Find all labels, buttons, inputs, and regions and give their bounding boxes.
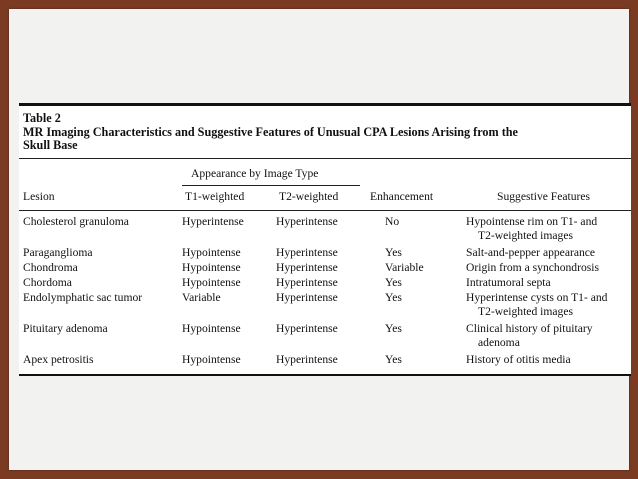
caption-rule bbox=[19, 158, 631, 159]
cell-lesion: Pituitary adenoma bbox=[23, 322, 108, 335]
table-caption bbox=[23, 112, 623, 153]
cell-feature: History of otitis media bbox=[466, 353, 571, 366]
cell-feature-line-1: Hyperintense cysts on T1- and bbox=[466, 291, 608, 304]
cell-t2: Hyperintense bbox=[276, 215, 338, 228]
cell-t2: Hyperintense bbox=[276, 276, 338, 289]
cell-lesion: Chordoma bbox=[23, 276, 72, 289]
slide bbox=[9, 9, 629, 470]
cell-t1: Hypointense bbox=[182, 276, 241, 289]
cell-t1: Variable bbox=[182, 291, 221, 304]
cell-enhancement: Variable bbox=[385, 261, 424, 274]
cell-t2: Hyperintense bbox=[276, 291, 338, 304]
cell-t2: Hyperintense bbox=[276, 261, 338, 274]
col-header-enhancement: Enhancement bbox=[370, 190, 434, 203]
cell-lesion: Apex petrositis bbox=[23, 353, 94, 366]
header-rule bbox=[19, 210, 631, 211]
cell-lesion: Chondroma bbox=[23, 261, 78, 274]
cell-feature-line-2: adenoma bbox=[478, 336, 520, 349]
cell-feature-line-2: T2-weighted images bbox=[478, 305, 573, 318]
cell-t2: Hyperintense bbox=[276, 246, 338, 259]
cell-t1: Hyperintense bbox=[182, 215, 244, 228]
cell-enhancement: No bbox=[385, 215, 400, 228]
table-label: Table 2 bbox=[23, 111, 61, 125]
group-header-rule bbox=[182, 185, 360, 186]
cell-feature: Origin from a synchondrosis bbox=[466, 261, 599, 274]
cell-lesion: Cholesterol granuloma bbox=[23, 215, 129, 228]
cell-enhancement: Yes bbox=[385, 353, 402, 366]
table-title-line-2: Skull Base bbox=[23, 138, 78, 152]
cell-t1: Hypointense bbox=[182, 261, 241, 274]
cell-enhancement: Yes bbox=[385, 322, 402, 335]
cell-feature bbox=[466, 215, 597, 243]
cell-enhancement: Yes bbox=[385, 291, 402, 304]
cell-lesion: Endolymphatic sac tumor bbox=[23, 291, 143, 304]
cell-feature-line-2: T2-weighted images bbox=[478, 229, 573, 242]
col-header-t2: T2-weighted bbox=[279, 190, 339, 203]
table-title-line-1: MR Imaging Characteristics and Suggestive Features of Unusual CPA Lesions Arising from the bbox=[23, 124, 518, 139]
cell-t2: Hyperintense bbox=[276, 353, 338, 366]
cell-t2: Hyperintense bbox=[276, 322, 338, 335]
cell-feature: Intratumoral septa bbox=[466, 276, 551, 289]
col-header-features: Suggestive Features bbox=[497, 190, 591, 203]
group-header: Appearance by Image Type bbox=[191, 167, 319, 180]
cell-feature-line-1: Clinical history of pituitary bbox=[466, 322, 593, 335]
cell-feature-line-1: Hypointense rim on T1- and bbox=[466, 215, 598, 228]
cell-t1: Hypointense bbox=[182, 353, 241, 366]
cell-feature: Salt-and-pepper appearance bbox=[466, 246, 596, 259]
col-header-t1: T1-weighted bbox=[185, 190, 245, 203]
cell-feature bbox=[466, 291, 607, 319]
cell-t1: Hypointense bbox=[182, 322, 241, 335]
cell-t1: Hypointense bbox=[182, 246, 241, 259]
cell-lesion: Paraganglioma bbox=[23, 246, 93, 259]
cell-feature bbox=[466, 322, 593, 350]
cell-enhancement: Yes bbox=[385, 276, 402, 289]
col-header-lesion: Lesion bbox=[23, 190, 55, 203]
cell-enhancement: Yes bbox=[385, 246, 402, 259]
table-figure bbox=[19, 103, 631, 376]
